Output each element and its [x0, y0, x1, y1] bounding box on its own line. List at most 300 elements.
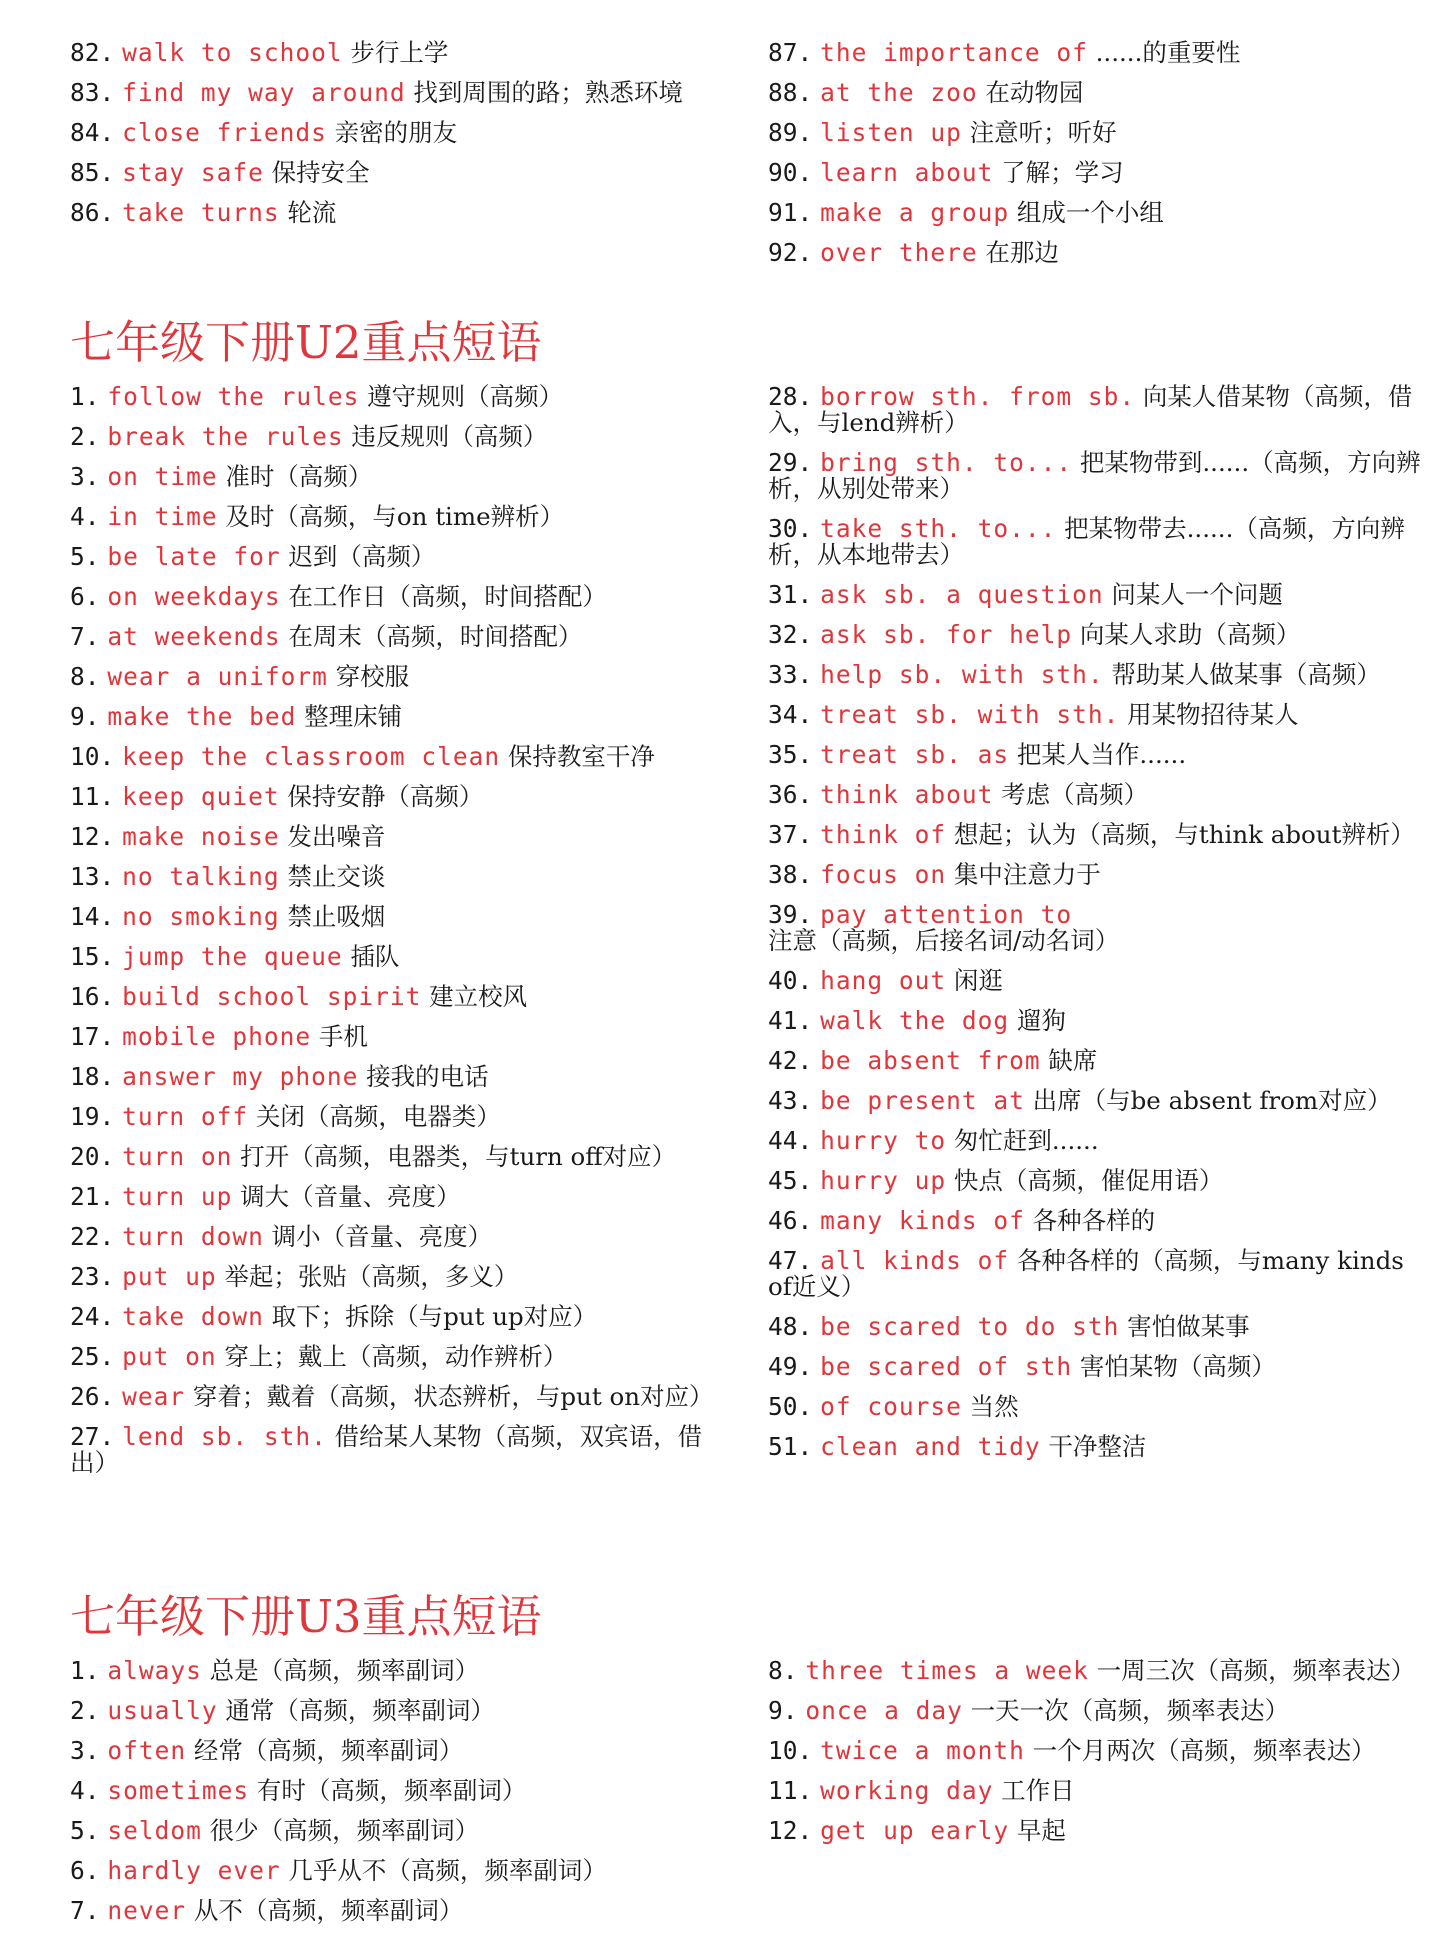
- phrase-chinese: 各种各样的: [1032, 1206, 1156, 1235]
- phrase-item: [70, 464, 730, 490]
- phrase-number: 23.: [70, 1262, 115, 1291]
- phrase-item: [70, 1024, 730, 1050]
- phrase-number: 88.: [768, 78, 813, 107]
- phrase-chinese: 当然: [969, 1392, 1019, 1421]
- phrase-english: in time: [107, 502, 218, 531]
- phrase-item: [70, 624, 730, 650]
- phrase-chinese: 出席（与be absent from对应）: [1032, 1086, 1392, 1115]
- phrase-english: jump the queue: [122, 942, 343, 971]
- phrase-english: be scared of sth: [820, 1352, 1073, 1381]
- phrase-item: [70, 1304, 730, 1330]
- phrase-chinese: 违反规则（高频）: [351, 422, 548, 451]
- phrase-english: on time: [107, 462, 218, 491]
- phrase-chinese: 注意听；听好: [969, 118, 1117, 147]
- phrase-chinese: 匆忙赶到......: [953, 1126, 1099, 1155]
- phrase-chinese: 各种各样的（高频，与many kinds of近义）: [768, 1246, 1404, 1301]
- phrase-item: [70, 1818, 730, 1844]
- phrase-chinese: 亲密的朋友: [334, 118, 458, 147]
- phrase-item: [70, 424, 730, 450]
- phrase-chinese: 禁止交谈: [287, 862, 386, 891]
- phrase-chinese: 在那边: [985, 238, 1059, 267]
- phrase-english: find my way around: [122, 78, 406, 107]
- phrase-english: borrow sth. from sb.: [820, 382, 1136, 411]
- phrase-chinese: 通常（高频，频率副词）: [225, 1696, 495, 1725]
- phrase-number: 7.: [70, 622, 100, 651]
- phrase-chinese: 迟到（高频）: [288, 542, 436, 571]
- phrase-item: [768, 1434, 1428, 1460]
- phrase-english: over there: [820, 238, 978, 267]
- phrase-english: wear a uniform: [107, 662, 328, 691]
- phrase-chinese: 组成一个小组: [1016, 198, 1164, 227]
- phrase-chinese: 害怕某物（高频）: [1079, 1352, 1276, 1381]
- phrase-chinese: 保持教室干净: [507, 742, 655, 771]
- phrase-chinese: 取下；拆除（与put up对应）: [271, 1302, 598, 1331]
- phrase-chinese: 用某物招待某人: [1127, 700, 1299, 729]
- phrase-item: [70, 1064, 730, 1090]
- phrase-english: think of: [820, 820, 947, 849]
- phrase-item: [70, 1698, 730, 1724]
- phrase-english: walk the dog: [820, 1006, 1010, 1035]
- phrase-item: [70, 1738, 730, 1764]
- top-right-column: [768, 40, 1428, 280]
- phrase-item: [768, 450, 1428, 502]
- phrase-item: [70, 944, 730, 970]
- phrase-chinese: 发出噪音: [287, 822, 386, 851]
- phrase-chinese: 准时（高频）: [225, 462, 373, 491]
- phrase-number: 10.: [768, 1736, 813, 1765]
- phrase-item: [768, 200, 1428, 226]
- phrase-item: [768, 1658, 1428, 1684]
- phrase-item: [768, 160, 1428, 186]
- phrase-english: build school spirit: [122, 982, 422, 1011]
- phrase-english: take sth. to...: [820, 514, 1057, 543]
- phrase-english: be absent from: [820, 1046, 1041, 1075]
- phrase-item: [70, 704, 730, 730]
- phrase-number: 16.: [70, 982, 115, 1011]
- phrase-english: three times a week: [805, 1656, 1089, 1685]
- phrase-number: 22.: [70, 1222, 115, 1251]
- phrase-chinese: 一天一次（高频，频率表达）: [970, 1696, 1290, 1725]
- phrase-chinese: 向某人求助（高频）: [1079, 620, 1301, 649]
- phrase-number: 29.: [768, 448, 813, 477]
- phrase-number: 17.: [70, 1022, 115, 1051]
- phrase-number: 24.: [70, 1302, 115, 1331]
- phrase-english: put on: [122, 1342, 217, 1371]
- phrase-item: [768, 1008, 1428, 1034]
- phrase-item: [768, 1128, 1428, 1154]
- phrase-number: 92.: [768, 238, 813, 267]
- phrase-number: 35.: [768, 740, 813, 769]
- phrase-item: [70, 504, 730, 530]
- phrase-number: 38.: [768, 860, 813, 889]
- phrase-chinese: 举起；张贴（高频，多义）: [224, 1262, 519, 1291]
- phrase-chinese: 帮助某人做某事（高频）: [1111, 660, 1381, 689]
- phrase-item: [768, 1818, 1428, 1844]
- phrase-english: hardly ever: [107, 1856, 281, 1885]
- phrase-english: ask sb. for help: [820, 620, 1073, 649]
- phrase-chinese: 早起: [1016, 1816, 1066, 1845]
- u2-section-title: 七年级下册U2重点短语: [70, 316, 542, 369]
- phrase-number: 12.: [70, 822, 115, 851]
- phrase-chinese: 把某物带到......（高频，方向辨析，从别处带来）: [768, 448, 1421, 503]
- phrase-english: all kinds of: [820, 1246, 1010, 1275]
- phrase-chinese: 及时（高频，与on time辨析）: [225, 502, 565, 531]
- phrase-chinese: 遵守规则（高频）: [367, 382, 564, 411]
- phrase-english: twice a month: [820, 1736, 1025, 1765]
- phrase-english: no talking: [122, 862, 280, 891]
- phrase-chinese: 经常（高频，频率副词）: [193, 1736, 464, 1765]
- phrase-item: [70, 584, 730, 610]
- phrase-item: [768, 822, 1428, 848]
- phrase-english: walk to school: [122, 38, 343, 67]
- phrase-item: [768, 702, 1428, 728]
- phrase-number: 3.: [70, 462, 100, 491]
- phrase-number: 11.: [768, 1776, 813, 1805]
- phrase-number: 34.: [768, 700, 813, 729]
- phrase-english: help sb. with sth.: [820, 660, 1104, 689]
- phrase-english: turn off: [122, 1102, 249, 1131]
- phrase-number: 20.: [70, 1142, 115, 1171]
- phrase-item: [70, 1104, 730, 1130]
- phrase-number: 14.: [70, 902, 115, 931]
- phrase-chinese: 快点（高频，催促用语）: [953, 1166, 1224, 1195]
- phrase-english: seldom: [107, 1816, 202, 1845]
- u3-section-title: 七年级下册U3重点短语: [70, 1590, 542, 1643]
- phrase-chinese: ......的重要性: [1095, 38, 1241, 67]
- u3-left-column: [70, 1658, 730, 1938]
- phrase-item: [70, 384, 730, 410]
- phrase-number: 10.: [70, 742, 115, 771]
- phrase-item: [768, 1738, 1428, 1764]
- phrase-item: [768, 862, 1428, 888]
- phrase-item: [768, 516, 1428, 568]
- phrase-english: pay attention to: [820, 900, 1073, 929]
- phrase-english: follow the rules: [107, 382, 360, 411]
- phrase-number: 43.: [768, 1086, 813, 1115]
- phrase-number: 48.: [768, 1312, 813, 1341]
- phrase-number: 44.: [768, 1126, 813, 1155]
- phrase-item: [768, 968, 1428, 994]
- phrase-chinese: 穿校服: [335, 662, 410, 691]
- phrase-item: [70, 1264, 730, 1290]
- phrase-item: [70, 160, 730, 186]
- phrase-chinese: 考虑（高频）: [1001, 780, 1149, 809]
- phrase-chinese: 集中注意力于: [953, 860, 1101, 889]
- phrase-chinese: 向某人借某物（高频，借入，与lend辨析）: [768, 382, 1413, 437]
- phrase-chinese: 找到周围的路；熟悉环境: [413, 78, 683, 107]
- phrase-number: 27.: [70, 1422, 115, 1451]
- phrase-chinese: 保持安全: [271, 158, 370, 187]
- phrase-chinese: 接我的电话: [366, 1062, 489, 1091]
- phrase-chinese: 把某物带去......（高频，方向辨析，从本地带去）: [768, 514, 1405, 569]
- phrase-chinese: 穿上；戴上（高频，动作辨析）: [224, 1342, 568, 1371]
- phrase-english: never: [107, 1896, 187, 1925]
- phrase-number: 19.: [70, 1102, 115, 1131]
- phrase-english: turn on: [122, 1142, 233, 1171]
- phrase-number: 2.: [70, 422, 100, 451]
- phrase-english: make noise: [122, 822, 280, 851]
- phrase-english: take down: [122, 1302, 264, 1331]
- phrase-item: [768, 742, 1428, 768]
- phrase-number: 1.: [70, 1656, 100, 1685]
- phrase-number: 50.: [768, 1392, 813, 1421]
- phrase-number: 5.: [70, 542, 100, 571]
- phrase-number: 31.: [768, 580, 813, 609]
- phrase-item: [768, 1778, 1428, 1804]
- phrase-item: [70, 1424, 730, 1476]
- phrase-item: [768, 1314, 1428, 1340]
- phrase-item: [768, 1354, 1428, 1380]
- phrase-number: 90.: [768, 158, 813, 187]
- phrase-english: at weekends: [107, 622, 281, 651]
- phrase-chinese: 问某人一个问题: [1111, 580, 1283, 609]
- phrase-item: [70, 1224, 730, 1250]
- phrase-english: usually: [107, 1696, 218, 1725]
- phrase-item: [70, 1384, 730, 1410]
- phrase-english: get up early: [820, 1816, 1010, 1845]
- phrase-english: be late for: [107, 542, 281, 571]
- phrase-english: bring sth. to...: [820, 448, 1073, 477]
- phrase-english: on weekdays: [107, 582, 281, 611]
- phrase-number: 4.: [70, 502, 100, 531]
- phrase-english: no smoking: [122, 902, 280, 931]
- phrase-item: [768, 582, 1428, 608]
- phrase-item: [70, 1658, 730, 1684]
- phrase-english: learn about: [820, 158, 994, 187]
- phrase-item: [768, 662, 1428, 688]
- phrase-english: the importance of: [820, 38, 1088, 67]
- phrase-english: at the zoo: [820, 78, 978, 107]
- phrase-english: be scared to do sth: [820, 1312, 1120, 1341]
- phrase-chinese: 禁止吸烟: [287, 902, 386, 931]
- phrase-english: mobile phone: [122, 1022, 312, 1051]
- phrase-chinese: 打开（高频，电器类，与turn off对应）: [240, 1142, 677, 1171]
- phrase-chinese: 保持安静（高频）: [287, 782, 484, 811]
- phrase-english: always: [107, 1656, 202, 1685]
- phrase-english: lend sb. sth.: [122, 1422, 327, 1451]
- phrase-chinese: 关闭（高频，电器类）: [255, 1102, 501, 1131]
- phrase-number: 85.: [70, 158, 115, 187]
- phrase-chinese: 想起；认为（高频，与think about辨析）: [953, 820, 1415, 849]
- phrase-number: 26.: [70, 1382, 115, 1411]
- phrase-chinese: 很少（高频，频率副词）: [209, 1816, 480, 1845]
- phrase-english: treat sb. as: [820, 740, 1010, 769]
- phrase-number: 11.: [70, 782, 115, 811]
- phrase-item: [768, 902, 1428, 954]
- phrase-item: [70, 40, 730, 66]
- phrase-chinese: 调大（音量、亮度）: [240, 1182, 461, 1211]
- phrase-item: [70, 984, 730, 1010]
- phrase-english: keep the classroom clean: [122, 742, 501, 771]
- phrase-english: sometimes: [107, 1776, 250, 1805]
- phrase-english: hang out: [820, 966, 947, 995]
- phrase-number: 82.: [70, 38, 115, 67]
- phrase-item: [70, 864, 730, 890]
- phrase-english: stay safe: [122, 158, 264, 187]
- phrase-number: 83.: [70, 78, 115, 107]
- phrase-item: [768, 1168, 1428, 1194]
- phrase-item: [70, 1184, 730, 1210]
- phrase-chinese: 注意（高频，后接名词/动名词）: [768, 926, 1120, 955]
- phrase-chinese: 一周三次（高频，频率表达）: [1096, 1656, 1416, 1685]
- phrase-chinese: 穿着；戴着（高频，状态辨析，与put on对应）: [192, 1382, 714, 1411]
- phrase-item: [768, 120, 1428, 146]
- phrase-number: 87.: [768, 38, 813, 67]
- phrase-chinese: 插队: [350, 942, 400, 971]
- phrase-english: make the bed: [107, 702, 297, 731]
- phrase-chinese: 步行上学: [350, 38, 449, 67]
- phrase-english: put up: [122, 1262, 217, 1291]
- phrase-number: 12.: [768, 1816, 813, 1845]
- phrase-chinese: 遛狗: [1016, 1006, 1066, 1035]
- phrase-chinese: 整理床铺: [304, 702, 403, 731]
- phrase-chinese: 闲逛: [953, 966, 1003, 995]
- phrase-item: [70, 784, 730, 810]
- phrase-chinese: 在周末（高频，时间搭配）: [288, 622, 583, 651]
- phrase-english: working day: [820, 1776, 994, 1805]
- phrase-english: be present at: [820, 1086, 1025, 1115]
- phrase-number: 41.: [768, 1006, 813, 1035]
- phrase-english: make a group: [820, 198, 1010, 227]
- u3-right-column: [768, 1658, 1428, 1858]
- phrase-item: [768, 782, 1428, 808]
- phrase-item: [768, 1048, 1428, 1074]
- phrase-item: [768, 1248, 1428, 1300]
- phrase-number: 21.: [70, 1182, 115, 1211]
- phrase-item: [70, 1344, 730, 1370]
- phrase-item: [768, 622, 1428, 648]
- phrase-item: [70, 1778, 730, 1804]
- phrase-chinese: 在工作日（高频，时间搭配）: [288, 582, 607, 611]
- phrase-english: wear: [122, 1382, 186, 1411]
- phrase-number: 30.: [768, 514, 813, 543]
- phrase-chinese: 几乎从不（高频，频率副词）: [288, 1856, 607, 1885]
- phrase-english: take turns: [122, 198, 280, 227]
- phrase-number: 89.: [768, 118, 813, 147]
- phrase-number: 51.: [768, 1432, 813, 1461]
- phrase-number: 8.: [70, 662, 100, 691]
- phrase-item: [70, 544, 730, 570]
- phrase-item: [768, 1394, 1428, 1420]
- phrase-chinese: 害怕做某事: [1127, 1312, 1250, 1341]
- phrase-chinese: 手机: [318, 1022, 368, 1051]
- phrase-item: [768, 1208, 1428, 1234]
- phrase-number: 3.: [70, 1736, 100, 1765]
- phrase-english: listen up: [820, 118, 962, 147]
- phrase-item: [70, 1898, 730, 1924]
- phrase-item: [70, 744, 730, 770]
- phrase-english: once a day: [805, 1696, 963, 1725]
- phrase-number: 46.: [768, 1206, 813, 1235]
- phrase-number: 4.: [70, 1776, 100, 1805]
- phrase-number: 45.: [768, 1166, 813, 1195]
- phrase-item: [70, 904, 730, 930]
- phrase-english: clean and tidy: [820, 1432, 1041, 1461]
- phrase-item: [70, 1144, 730, 1170]
- phrase-item: [70, 664, 730, 690]
- phrase-chinese: 建立校风: [429, 982, 528, 1011]
- phrase-number: 7.: [70, 1896, 100, 1925]
- phrase-item: [768, 80, 1428, 106]
- phrase-number: 5.: [70, 1816, 100, 1845]
- phrase-number: 13.: [70, 862, 115, 891]
- phrase-item: [768, 1698, 1428, 1724]
- phrase-number: 18.: [70, 1062, 115, 1091]
- phrase-number: 42.: [768, 1046, 813, 1075]
- phrase-english: ask sb. a question: [820, 580, 1104, 609]
- phrase-chinese: 缺席: [1048, 1046, 1098, 1075]
- phrase-english: turn down: [122, 1222, 264, 1251]
- phrase-number: 37.: [768, 820, 813, 849]
- phrase-english: hurry to: [820, 1126, 947, 1155]
- phrase-chinese: 调小（音量、亮度）: [271, 1222, 493, 1251]
- phrase-chinese: 工作日: [1001, 1776, 1075, 1805]
- phrase-number: 36.: [768, 780, 813, 809]
- phrase-number: 32.: [768, 620, 813, 649]
- phrase-number: 25.: [70, 1342, 115, 1371]
- phrase-english: turn up: [122, 1182, 233, 1211]
- phrase-item: [768, 240, 1428, 266]
- phrase-chinese: 从不（高频，频率副词）: [193, 1896, 464, 1925]
- phrase-english: break the rules: [107, 422, 344, 451]
- phrase-number: 39.: [768, 900, 813, 929]
- phrase-number: 40.: [768, 966, 813, 995]
- phrase-english: answer my phone: [122, 1062, 359, 1091]
- phrase-number: 8.: [768, 1656, 798, 1685]
- phrase-english: focus on: [820, 860, 947, 889]
- phrase-number: 91.: [768, 198, 813, 227]
- phrase-item: [70, 80, 730, 106]
- phrase-english: often: [107, 1736, 187, 1765]
- u2-right-column: [768, 384, 1428, 1474]
- phrase-item: [70, 824, 730, 850]
- phrase-number: 6.: [70, 582, 100, 611]
- phrase-number: 28.: [768, 382, 813, 411]
- phrase-number: 9.: [70, 702, 100, 731]
- phrase-number: 15.: [70, 942, 115, 971]
- phrase-english: think about: [820, 780, 994, 809]
- phrase-item: [768, 40, 1428, 66]
- phrase-number: 1.: [70, 382, 100, 411]
- u2-left-column: [70, 384, 730, 1490]
- phrase-english: of course: [820, 1392, 962, 1421]
- phrase-number: 2.: [70, 1696, 100, 1725]
- phrase-chinese: 干净整洁: [1048, 1432, 1147, 1461]
- phrase-english: hurry up: [820, 1166, 947, 1195]
- phrase-chinese: 总是（高频，频率副词）: [209, 1656, 480, 1685]
- phrase-item: [70, 200, 730, 226]
- phrase-chinese: 一个月两次（高频，频率表达）: [1032, 1736, 1376, 1765]
- top-left-column: [70, 40, 730, 240]
- phrase-number: 9.: [768, 1696, 798, 1725]
- phrase-number: 84.: [70, 118, 115, 147]
- phrase-number: 86.: [70, 198, 115, 227]
- phrase-english: many kinds of: [820, 1206, 1025, 1235]
- phrase-item: [70, 1858, 730, 1884]
- phrase-number: 47.: [768, 1246, 813, 1275]
- phrase-number: 49.: [768, 1352, 813, 1381]
- phrase-chinese: 把某人当作......: [1016, 740, 1187, 769]
- phrase-english: treat sb. with sth.: [820, 700, 1120, 729]
- phrase-item: [70, 120, 730, 146]
- phrase-english: close friends: [122, 118, 327, 147]
- phrase-item: [768, 384, 1428, 436]
- phrase-chinese: 有时（高频，频率副词）: [256, 1776, 527, 1805]
- phrase-item: [768, 1088, 1428, 1114]
- phrase-chinese: 轮流: [287, 198, 337, 227]
- phrase-chinese: 了解；学习: [1001, 158, 1124, 187]
- phrase-english: keep quiet: [122, 782, 280, 811]
